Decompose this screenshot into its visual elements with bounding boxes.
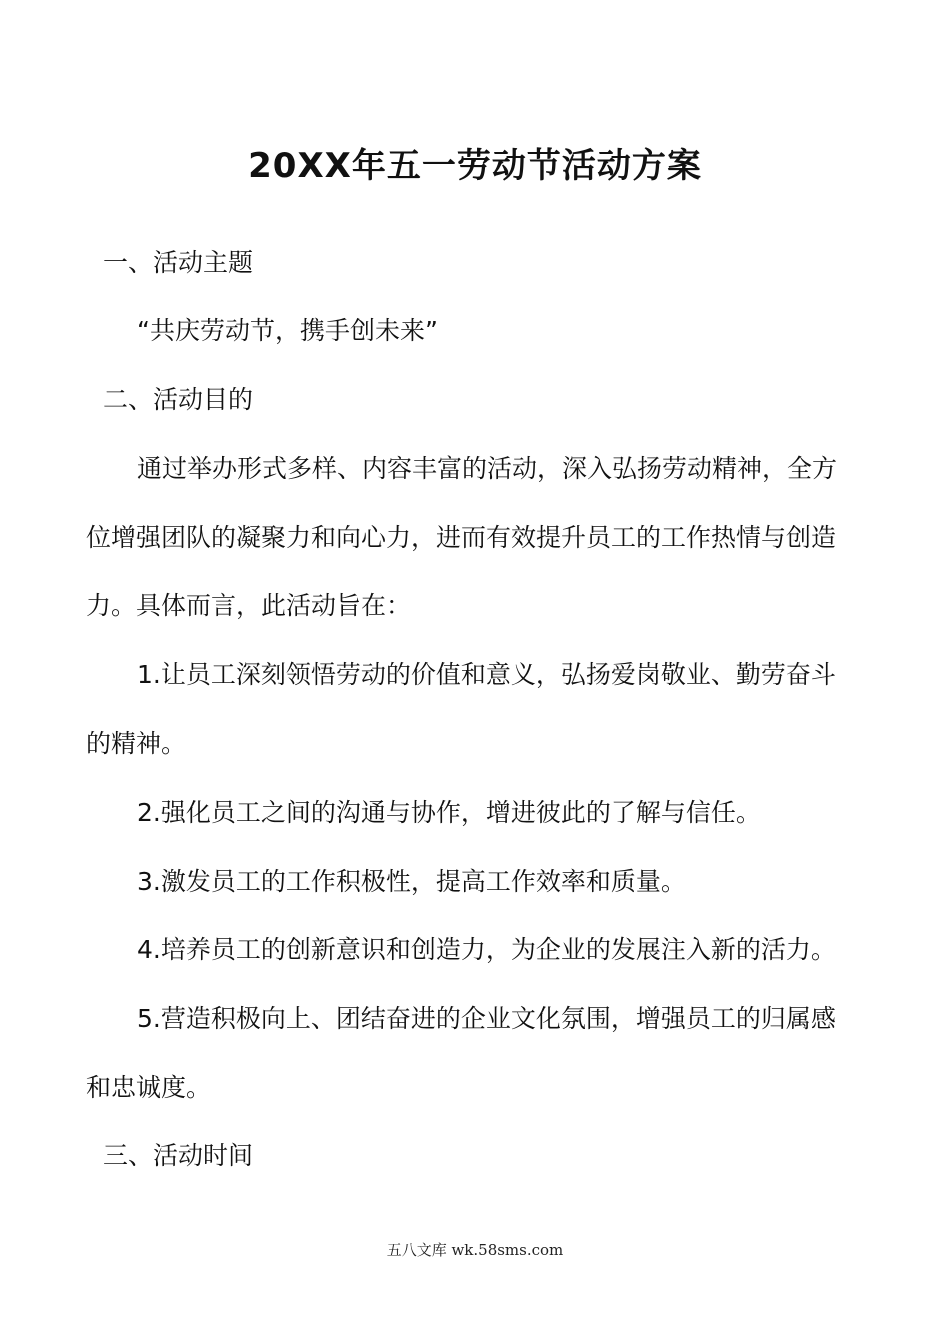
purpose-intro-line-2: 位增强团队的凝聚力和向心力，进而有效提升员工的工作热情与创造	[86, 523, 837, 552]
purpose-item-1-line-1: 1.让员工深刻领悟劳动的价值和意义，弘扬爱岗敬业、勤劳奋斗	[137, 660, 836, 689]
purpose-intro-line-1: 通过举办形式多样、内容丰富的活动，深入弘扬劳动精神，全方	[137, 454, 838, 483]
section-heading-time: 三、活动时间	[103, 1141, 254, 1170]
purpose-item-4: 4.培养员工的创新意识和创造力，为企业的发展注入新的活力。	[137, 935, 836, 964]
purpose-intro-line-3: 力。具体而言，此活动旨在：	[86, 591, 412, 620]
purpose-item-3: 3.激发员工的工作积极性，提高工作效率和质量。	[137, 867, 686, 896]
theme-slogan: “共庆劳动节，携手创未来”	[137, 316, 438, 345]
purpose-item-2: 2.强化员工之间的沟通与协作，增进彼此的了解与信任。	[137, 798, 761, 827]
document-title: 20XX年五一劳动节活动方案	[248, 146, 702, 186]
section-heading-purpose: 二、活动目的	[103, 385, 254, 414]
section-heading-theme: 一、活动主题	[103, 248, 254, 277]
purpose-item-1-line-2: 的精神。	[86, 729, 187, 758]
purpose-item-5-line-1: 5.营造积极向上、团结奋进的企业文化氛围，增强员工的归属感	[137, 1004, 836, 1033]
purpose-item-5-line-2: 和忠诚度。	[86, 1073, 212, 1102]
footer-watermark: 五八文库 wk.58sms.com	[386, 1241, 564, 1259]
